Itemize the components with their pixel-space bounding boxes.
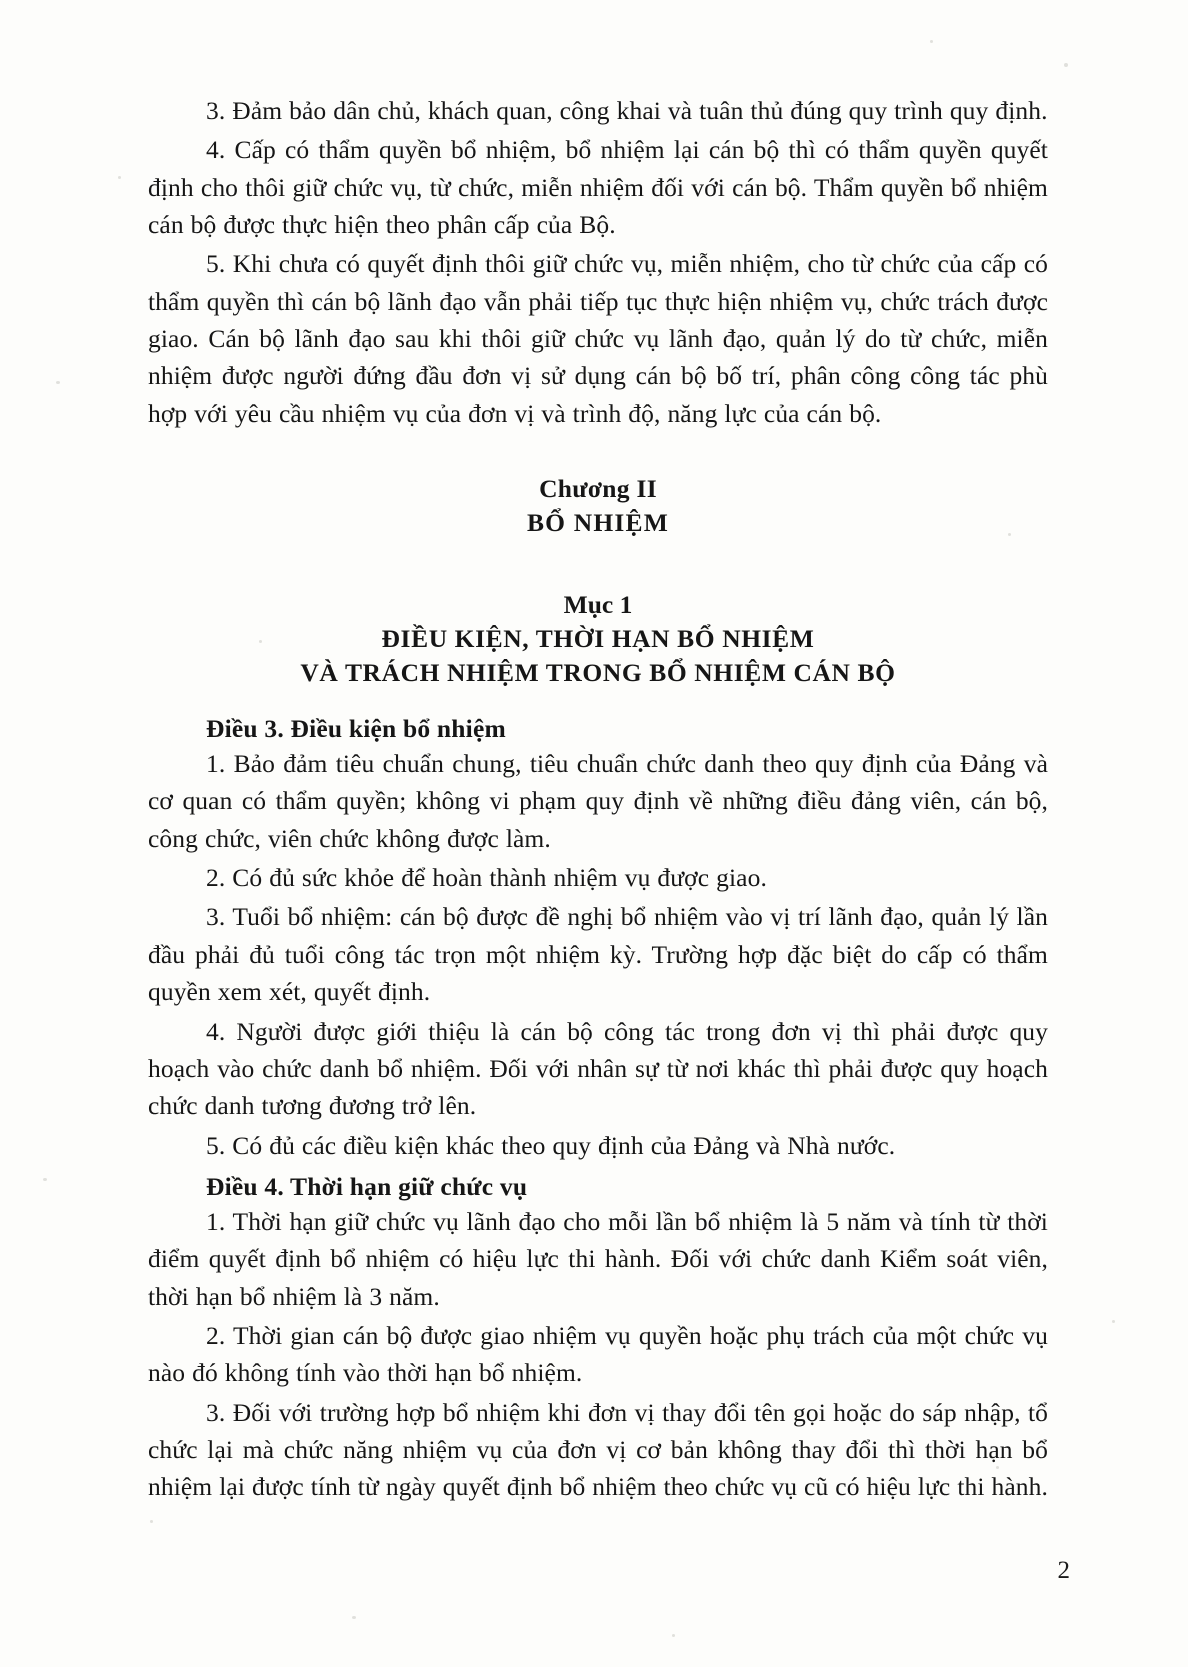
scan-speck bbox=[1064, 63, 1068, 67]
article-4-clause-3: 3. Đối với trường hợp bổ nhiệm khi đơn vị thay đổi tên gọi hoặc do sáp nhập, tổ chức lại mà chức năng nhiệm vụ của đơn vị cơ bản không thay đổi thì thời hạn bổ nhiệm lại được tính từ ngày quyết định bổ nhiệm theo chức vụ cũ có hiệu lực thi hành. bbox=[148, 1397, 1048, 1502]
article-4-heading: Điều 4. Thời hạn giữ chức vụ bbox=[206, 1171, 528, 1201]
chapter-block bbox=[148, 474, 1048, 538]
article-3-clause-5: 5. Có đủ các điều kiện khác theo quy định của Đảng và Nhà nước. bbox=[206, 1130, 896, 1160]
section-title-line1: ĐIỀU KIỆN, THỜI HẠN BỔ NHIỆM bbox=[381, 624, 815, 654]
scan-speck bbox=[672, 1634, 675, 1637]
scan-speck bbox=[1008, 533, 1011, 536]
scan-speck bbox=[43, 1178, 47, 1181]
article-3-clause-4: 4. Người được giới thiệu là cán bộ công tác trong đơn vị thì phải được quy hoạch vào chức danh bổ nhiệm. Đối với nhân sự từ nơi khác thì phải được quy hoạch chức danh tương đương trở lên. bbox=[148, 1016, 1048, 1121]
scan-speck bbox=[352, 1616, 356, 1619]
article-3-clause-1: 1. Bảo đảm tiêu chuẩn chung, tiêu chuẩn chức danh theo quy định của Đảng và cơ quan có thẩm quyền; không vi phạm quy định về những điều đảng viên, cán bộ, công chức, viên chức không được làm. bbox=[148, 749, 1048, 853]
section-label: Mục 1 bbox=[563, 590, 633, 620]
scan-speck bbox=[118, 176, 121, 179]
scan-speck bbox=[150, 1520, 153, 1523]
page-content bbox=[148, 92, 1048, 1508]
article-3-clause-3: 3. Tuổi bổ nhiệm: cán bộ được đề nghị bổ nhiệm vào vị trí lãnh đạo, quản lý lần đầu phải đủ tuổi công tác trọn một nhiệm kỳ. Trường hợp đặc biệt do cấp có thẩm quyền xem xét, quyết định. bbox=[148, 902, 1048, 1007]
article-4-clause-2: 2. Thời gian cán bộ được giao nhiệm vụ quyền hoặc phụ trách của một chức vụ nào đó không tính vào thời hạn bổ nhiệm. bbox=[148, 1320, 1048, 1388]
chapter-name: BỔ NHIỆM bbox=[526, 508, 670, 538]
scan-speck bbox=[259, 640, 262, 643]
paragraph-clause-5: 5. Khi chưa có quyết định thôi giữ chức vụ, miễn nhiệm, cho từ chức của cấp có thẩm quyền thì cán bộ lãnh đạo vẫn phải tiếp tục thực hiện nhiệm vụ, chức trách được giao. Cán bộ lãnh đạo sau khi thôi giữ chức vụ lãnh đạo, quản lý do từ chức, miễn nhiệm được người đứng đầu đơn vị sử dụng cán bộ bố trí, phân công công tác phù hợp với yêu cầu nhiệm vụ của đơn vị và trình độ, năng lực của cán bộ. bbox=[148, 249, 1048, 428]
scan-speck bbox=[930, 40, 933, 43]
article-3-heading: Điều 3. Điều kiện bổ nhiệm bbox=[206, 714, 506, 744]
paragraph-clause-3: 3. Đảm bảo dân chủ, khách quan, công khai và tuân thủ đúng quy trình quy định. bbox=[206, 96, 1048, 125]
scan-speck bbox=[1112, 1320, 1115, 1323]
scan-speck bbox=[996, 1466, 999, 1469]
section-block bbox=[148, 590, 1048, 688]
chapter-number: Chương II bbox=[539, 474, 657, 504]
article-4-clause-1: 1. Thời hạn giữ chức vụ lãnh đạo cho mỗi lần bổ nhiệm là 5 năm và tính từ thời điểm quyết định bổ nhiệm có hiệu lực thi hành. Đối với chức danh Kiểm soát viên, thời hạn bổ nhiệm là 3 năm. bbox=[148, 1206, 1048, 1311]
scan-speck bbox=[56, 381, 60, 384]
article-3-clause-2: 2. Có đủ sức khỏe để hoàn thành nhiệm vụ được giao. bbox=[206, 863, 767, 893]
section-title-line2: VÀ TRÁCH NHIỆM TRONG BỔ NHIỆM CÁN BỘ bbox=[300, 658, 896, 688]
page-number: 2 bbox=[1057, 1557, 1070, 1584]
paragraph-clause-4: 4. Cấp có thẩm quyền bổ nhiệm, bổ nhiệm lại cán bộ thì có thẩm quyền quyết định cho thôi giữ chức vụ, từ chức, miễn nhiệm đối với cán bộ. Thẩm quyền bổ nhiệm cán bộ được thực hiện theo phân cấp của Bộ. bbox=[148, 135, 1048, 240]
